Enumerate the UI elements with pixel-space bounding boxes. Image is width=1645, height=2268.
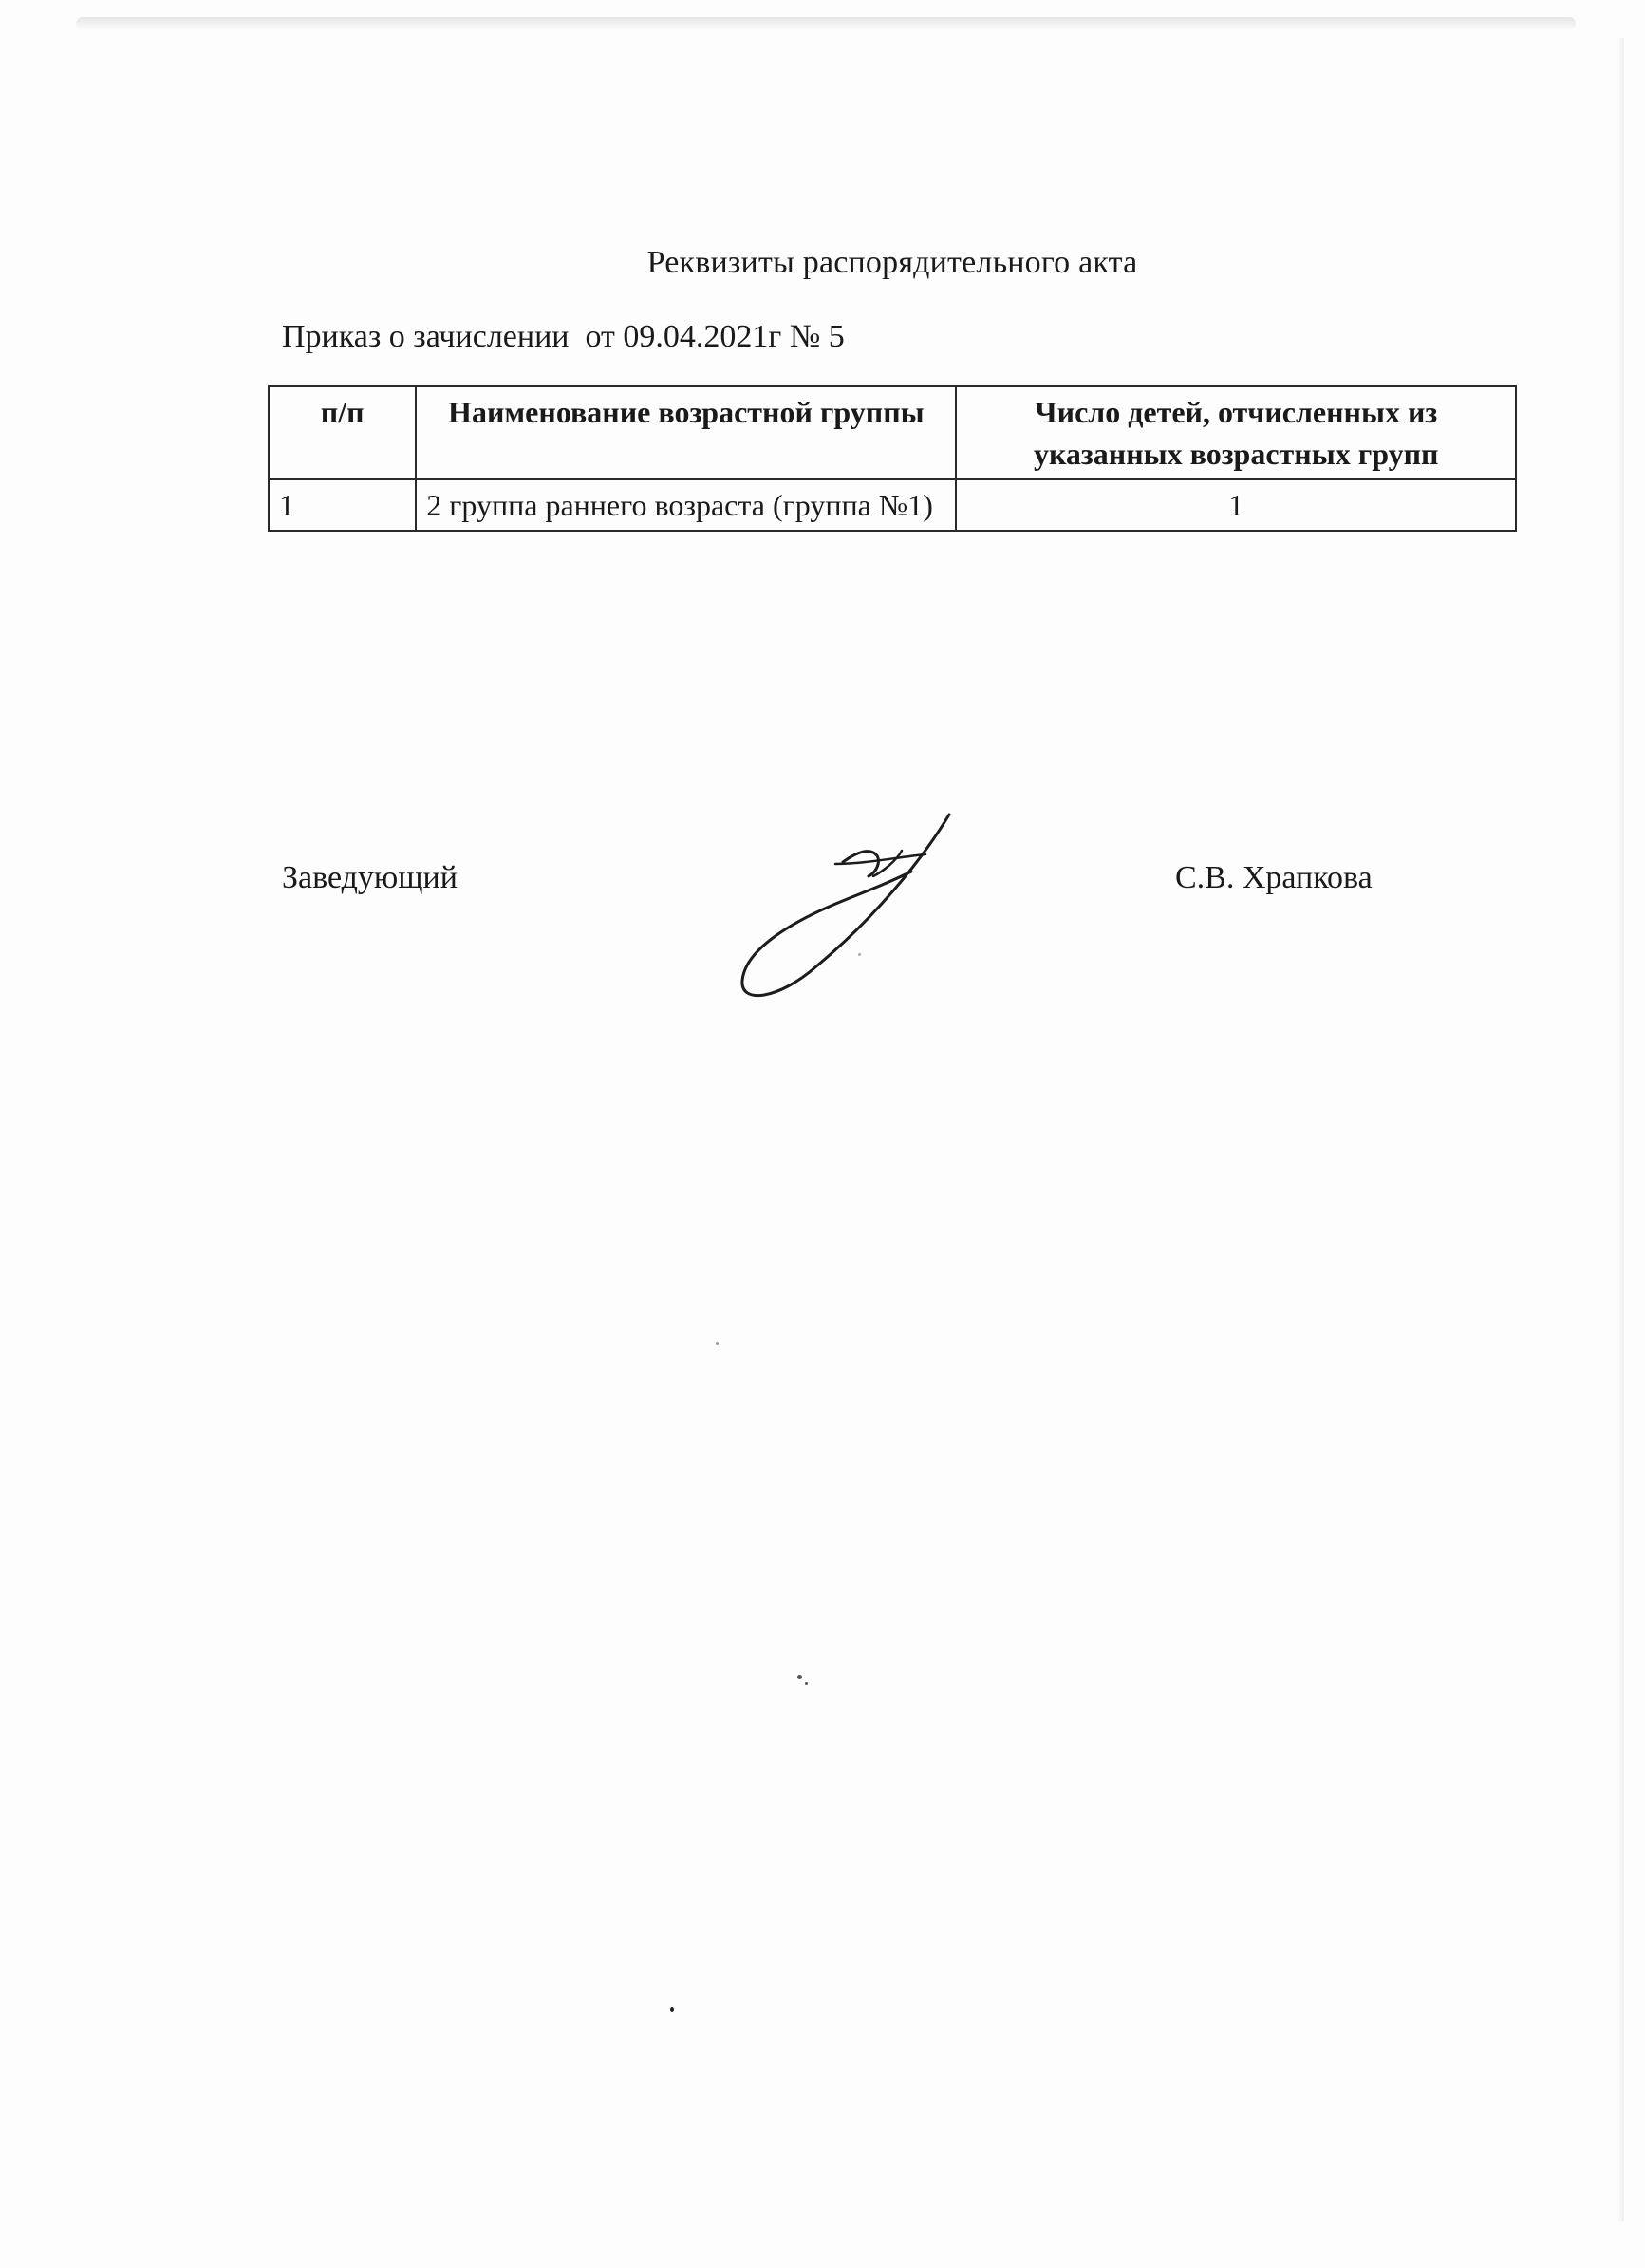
scan-shadow-right — [1617, 38, 1624, 2221]
scan-speck — [670, 2007, 674, 2012]
header-children-count: Число детей, отчисленных из указанных возрастных групп — [956, 386, 1516, 479]
row-number: 1 — [269, 479, 416, 531]
document-title: Реквизиты распорядительного акта — [646, 245, 1138, 280]
signer-position: Заведующий — [282, 860, 458, 895]
row-children-count: 1 — [956, 479, 1516, 531]
signer-name: С.В. Храпкова — [1175, 860, 1373, 895]
handwritten-signature — [731, 805, 959, 1004]
scan-speck — [716, 1342, 719, 1345]
scan-speck — [858, 953, 861, 956]
row-group-name: 2 группа раннего возраста (группа №1) — [416, 479, 956, 531]
scan-speck — [805, 1682, 808, 1685]
header-group-name: Наименование возрастной группы — [416, 386, 956, 479]
scan-speck — [797, 1675, 802, 1679]
order-reference: Приказ о зачислении от 09.04.2021г № 5 — [282, 319, 845, 354]
age-groups-table — [268, 385, 1517, 532]
header-number: п/п — [269, 386, 416, 479]
scan-shadow-top — [76, 17, 1576, 30]
table-header-row — [269, 386, 1516, 479]
table-row — [269, 479, 1516, 531]
